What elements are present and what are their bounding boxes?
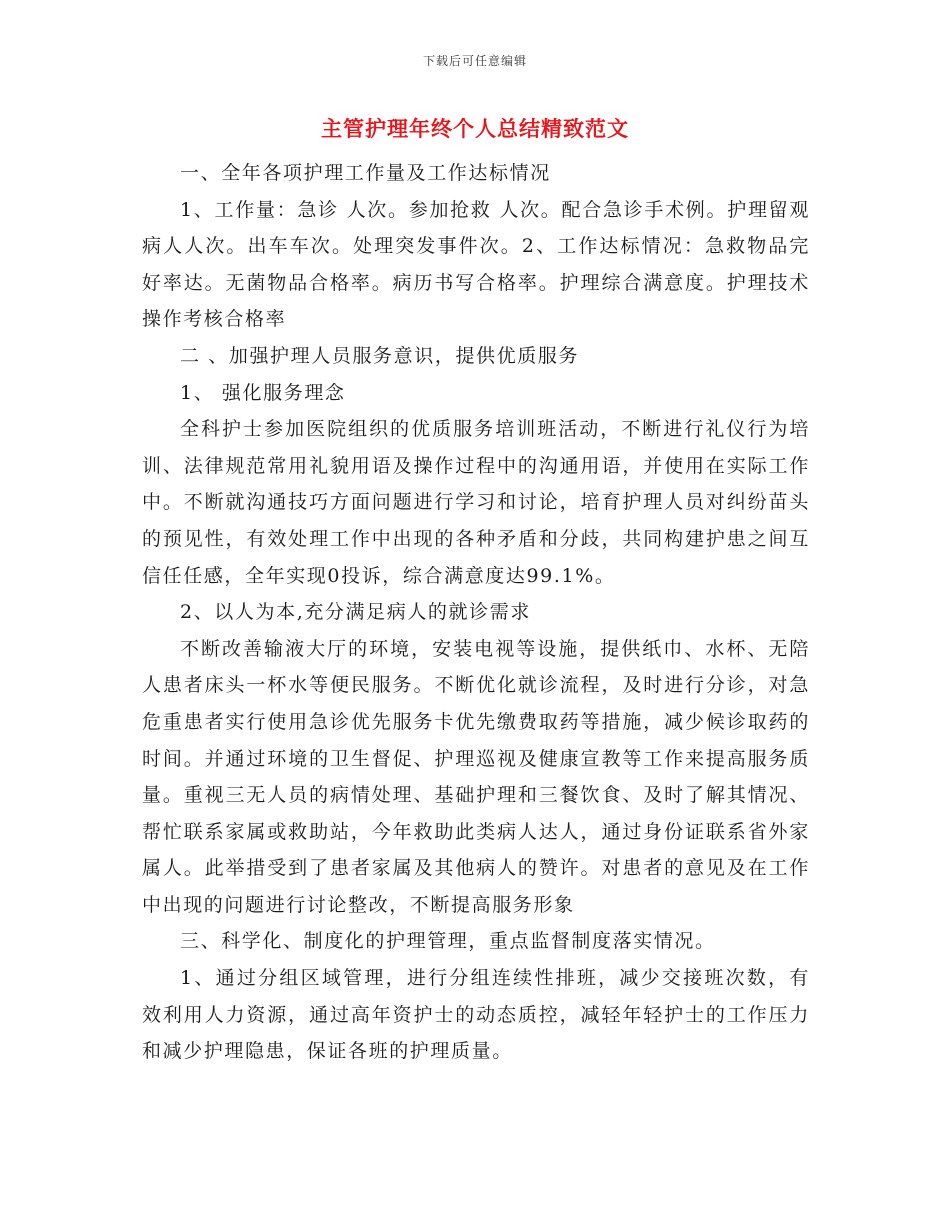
paragraph-patient-services: 不断改善输液大厅的环境，安装电视等设施，提供纸巾、水杯、无陪人患者床头一杯水等便民服务。不断优化就诊流程，及时进行分诊，对急危重患者实行使用急诊优先服务卡优先缴费取药等措施，减少候诊取药的时间。并通过环境的卫生督促、护理巡视及健康宣教等工作来提高服务质量。重视三无人员的病情处理、基础护理和三餐饮食、及时了解其情况、帮忙联系家属或救助站，今年救助此类病人达人，通过身份证联系省外家属人。此举措受到了患者家属及其他病人的赞许。对患者的意见及在工作中出现的问题进行讨论整改，不断提高服务形象 [142, 637, 810, 916]
document-body [142, 155, 810, 1070]
section-heading-1: 一、全年各项护理工作量及工作达标情况 [180, 162, 551, 184]
header-note: 下载后可任意编辑 [422, 54, 527, 68]
document-title: 主管护理年终个人总结精致范文 [321, 116, 629, 141]
section-heading-3: 三、科学化、制度化的护理管理，重点监督制度落实情况。 [180, 930, 716, 953]
subheading-patient-needs: 2、以人为本,充分满足病人的就诊需求 [180, 601, 531, 624]
section-heading-2: 二 、加强护理人员服务意识，提供优质服务 [180, 344, 580, 367]
subheading-service-concept: 1、 强化服务理念 [180, 381, 346, 404]
paragraph-group-management: 1、通过分组区域管理，进行分组连续性排班，减少交接班次数，有效利用人力资源，通过高年资护士的动态质控，减轻年轻护士的工作压力和减少护理隐患，保证各班的护理质量。 [142, 967, 810, 1063]
paragraph-workload: 1、工作量：急诊 人次。参加抢救 人次。配合急诊手术例。护理留观病人人次。出车车次。处理突发事件次。2、工作达标情况：急救物品完好率达。无菌物品合格率。病历书写合格率。护理综合满意度。护理技术操作考核合格率 [142, 198, 810, 331]
paragraph-service-training: 全科护士参加医院组织的优质服务培训班活动，不断进行礼仪行为培训、法律规范常用礼貌用语及操作过程中的沟通用语，并使用在实际工作中。不断就沟通技巧方面问题进行学习和讨论，培育护理人员对纠纷苗头的预见性，有效处理工作中出现的各种矛盾和分歧，共同构建护患之间互信任任感，全年实现0投诉，综合满意度达99.1%。 [142, 418, 810, 587]
